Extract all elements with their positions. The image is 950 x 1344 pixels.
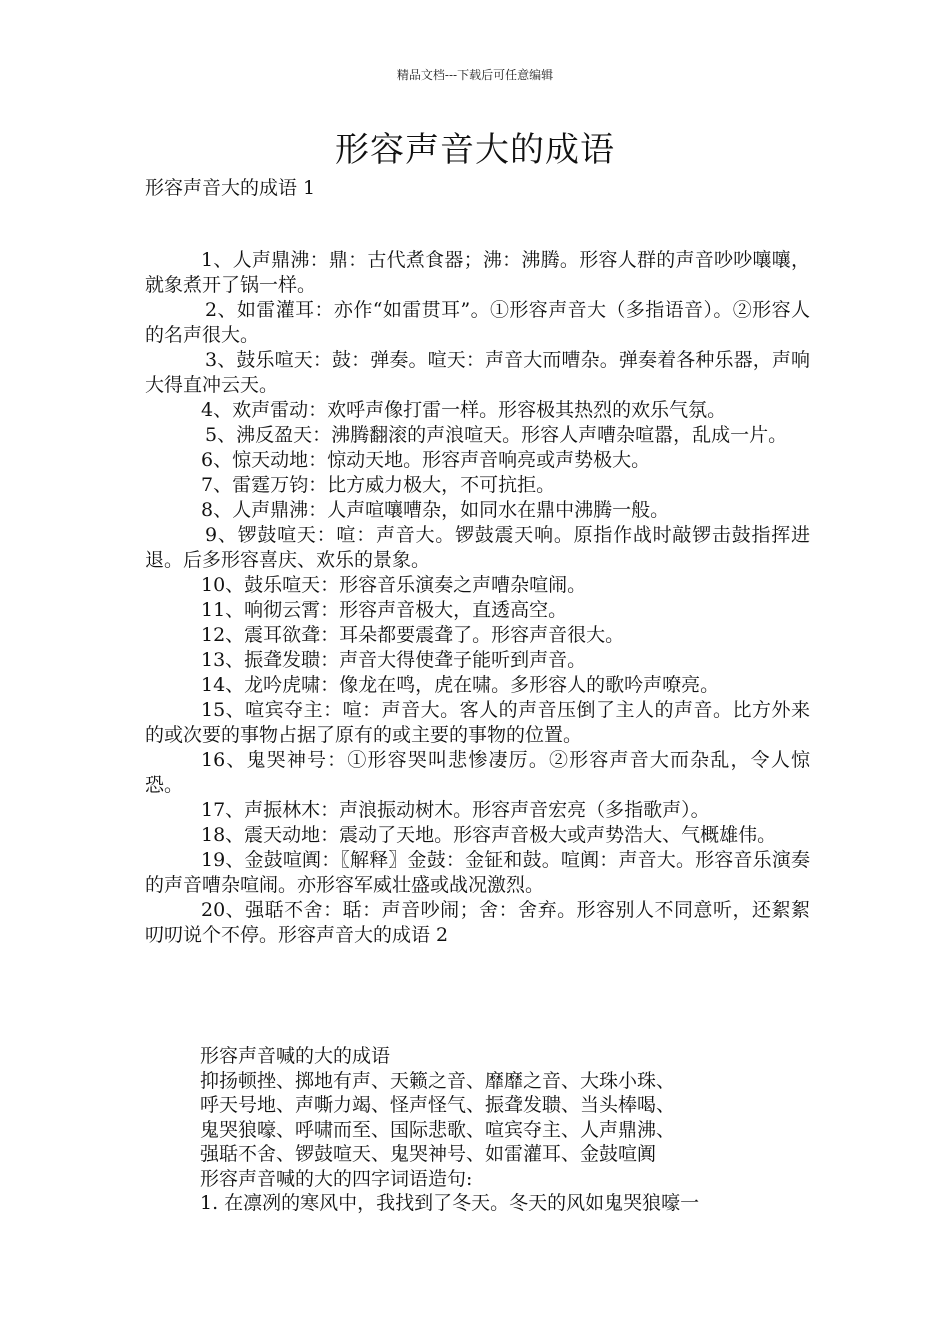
document-title: 形容声音大的成语 — [335, 130, 615, 170]
idiom-item: 20、强聒不舍：聒：声音吵闹；舍：舍弃。形容别人不同意听，还絮絮叨叨说个不停。形容声音大的成语 2 — [145, 899, 810, 946]
idiom-item: 12、震耳欲聋：耳朵都要震聋了。形容声音很大。 — [201, 624, 625, 646]
idiom-item: 1、人声鼎沸：鼎：古代煮食器；沸：沸腾。形容人群的声音吵吵嚷嚷，就象煮开了锅一样。 — [145, 249, 810, 296]
idiom-item: 16、鬼哭神号：①形容哭叫悲惨凄厉。②形容声音大而杂乱，令人惊恐。 — [145, 749, 810, 796]
idiom-item: 13、振聋发聩：声音大得使聋子能听到声音。 — [201, 649, 587, 671]
idiom-item: 17、声振林木：声浪振动树木。形容声音宏亮（多指歌声）。 — [201, 799, 710, 821]
summary-line: 抑扬顿挫、掷地有声、天籁之音、靡靡之音、大珠小珠、 — [200, 1069, 676, 1092]
summary-line: 鬼哭狼嚎、呼啸而至、国际悲歌、喧宾夺主、人声鼎沸、 — [200, 1118, 676, 1141]
idiom-item: 2、如雷灌耳：亦作“如雷贯耳”。①形容声音大（多指语音）。②形容人的名声很大。 — [145, 299, 810, 346]
section-heading-1: 形容声音大的成语 1 — [145, 177, 316, 199]
idiom-item: 4、欢声雷动：欢呼声像打雷一样。形容极其热烈的欢乐气氛。 — [201, 399, 727, 421]
idiom-item: 18、震天动地：震动了天地。形容声音极大或声势浩大、气概雄伟。 — [201, 824, 777, 846]
idiom-item: 11、响彻云霄：形容声音极大，直透高空。 — [201, 599, 568, 621]
idiom-item: 7、雷霆万钧：比方威力极大，不可抗拒。 — [201, 474, 556, 496]
page-header: 精品文档---下载后可任意编辑 — [396, 68, 554, 82]
example-heading: 形容声音喊的大的四字词语造句: — [200, 1167, 473, 1190]
idiom-list — [145, 248, 810, 948]
summary-line: 呼天号地、声嘶力竭、怪声怪气、振聋发聩、当头棒喝、 — [200, 1094, 676, 1116]
summary-line: 强聒不舍、锣鼓喧天、鬼哭神号、如雷灌耳、金鼓喧阗 — [200, 1143, 657, 1165]
example-sentence: 1. 在凛冽的寒风中，我找到了冬天。冬天的风如鬼哭狼嚎一 — [200, 1192, 700, 1214]
summary-heading: 形容声音喊的大的成语 — [200, 1045, 391, 1067]
idiom-item: 10、鼓乐喧天：形容音乐演奏之声嘈杂喧闹。 — [201, 574, 587, 596]
idiom-item: 15、喧宾夺主：喧：声音大。客人的声音压倒了主人的声音。比方外来的或次要的事物占据了原有的或主要的事物的位置。 — [145, 699, 810, 746]
idiom-item: 14、龙吟虎啸：像龙在鸣，虎在啸。多形容人的歌吟声嘹亮。 — [201, 674, 720, 696]
idiom-summary-block — [200, 1044, 820, 1216]
idiom-item: 6、惊天动地：惊动天地。形容声音响亮或声势极大。 — [201, 449, 651, 471]
idiom-item: 8、人声鼎沸：人声喧嚷嘈杂，如同水在鼎中沸腾一般。 — [201, 499, 670, 521]
idiom-item: 9、锣鼓喧天：喧：声音大。锣鼓震天响。原指作战时敲锣击鼓指挥进退。后多形容喜庆、欢乐的景象。 — [145, 524, 810, 571]
idiom-item: 5、沸反盈天：沸腾翻滚的声浪喧天。形容人声嘈杂喧嚣，乱成一片。 — [205, 424, 788, 446]
idiom-item: 19、金鼓喧阗：〖解释〗金鼓：金钲和鼓。喧阗：声音大。形容音乐演奏的声音嘈杂喧闹。亦形容军威壮盛或战况激烈。 — [145, 849, 810, 896]
idiom-item: 3、鼓乐喧天：鼓：弹奏。喧天：声音大而嘈杂。弹奏着各种乐器，声响大得直冲云天。 — [145, 349, 810, 396]
